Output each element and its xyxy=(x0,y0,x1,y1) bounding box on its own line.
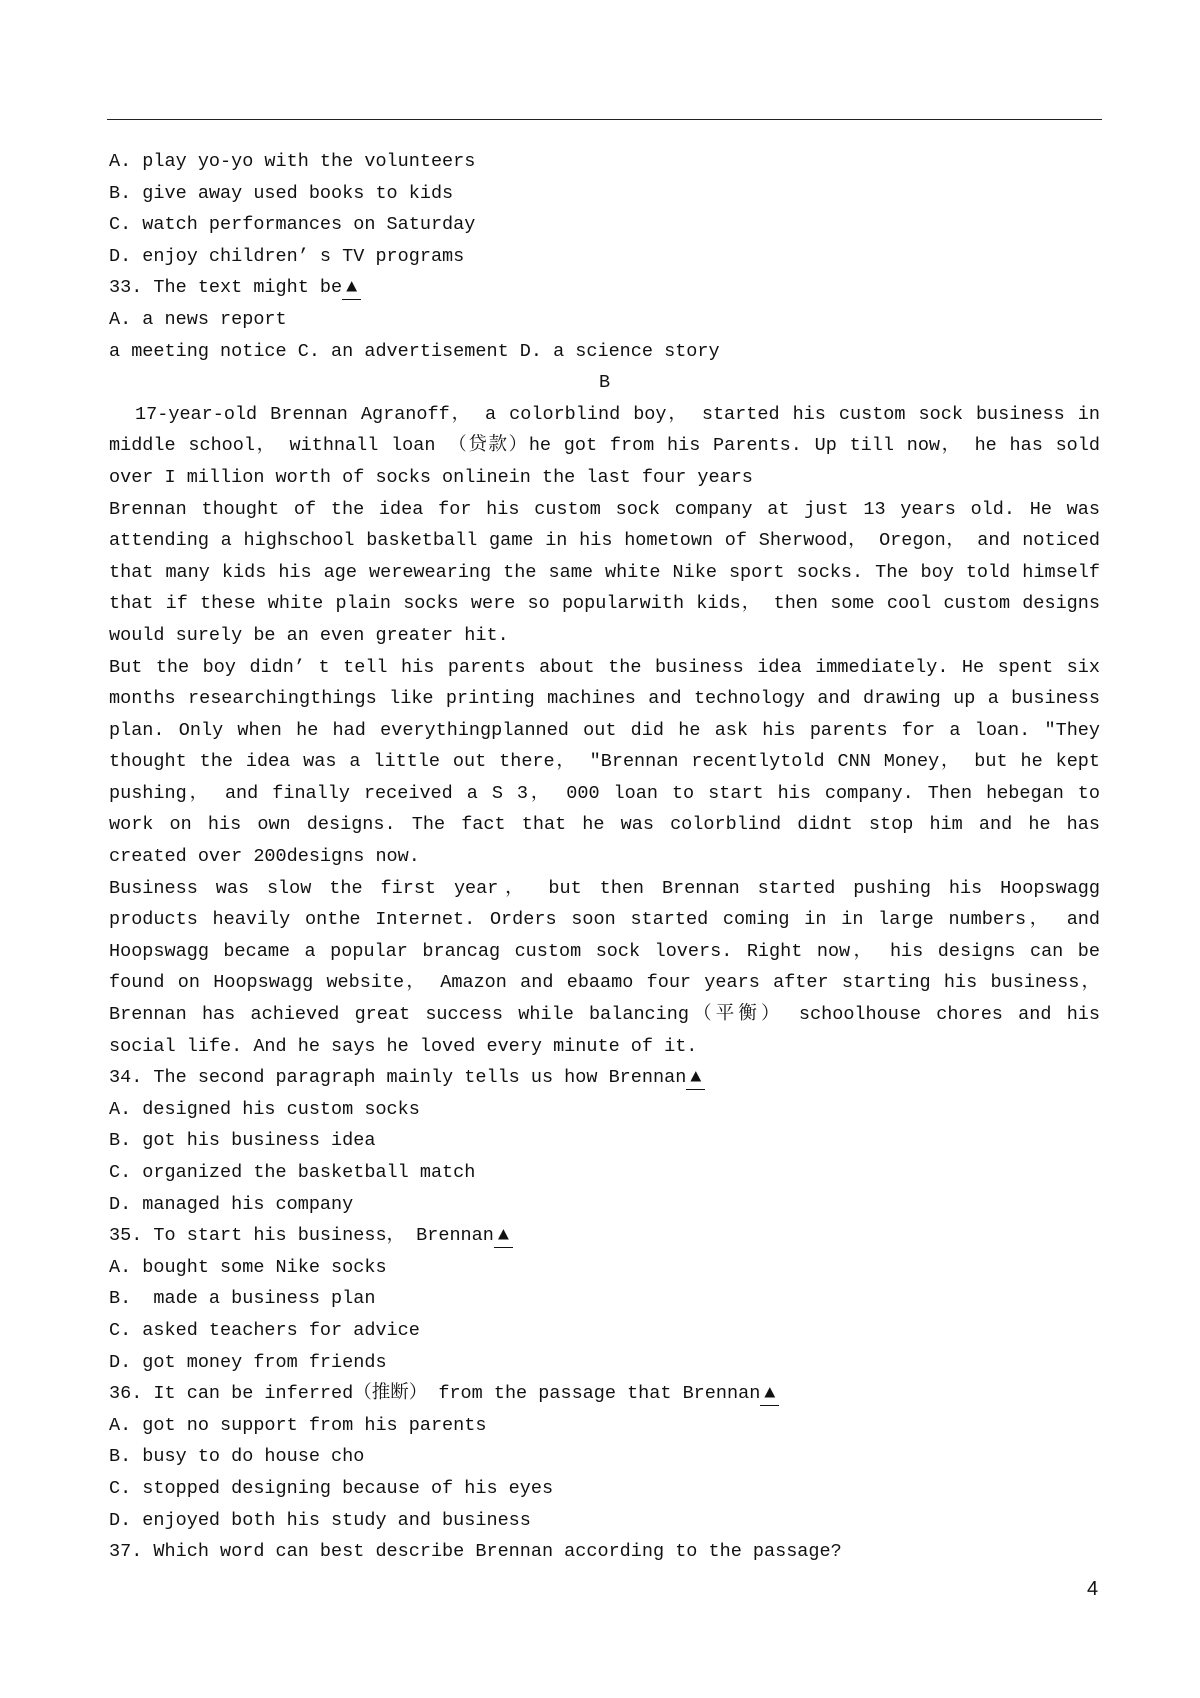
passage-paragraph: But the boy didn’ t tell his parents about the business idea immediately. He spent six months researchingthings like printing machines and technology and drawing up a business plan. Only when he had everythingplanned out did he ask his parents for a loan. "They thought the idea was a little out there， "Brennan recentlytold CNN Money， but he kept pushing， and finally received a S 3， 000 loan to start his company. Then hebegan to work on his own designs. The fact that he was colorblind didnt stop him and he has created over 200designs now. xyxy=(109,656,1100,868)
page-content xyxy=(109,146,1112,1568)
answer-blank: ▲ xyxy=(686,1068,705,1089)
passage-paragraph: Business was slow the first year， but then Brennan started pushing his Hoopswagg products heavily onthe Internet. Orders soon started coming in in large numbers， and Hoopswagg became a popular brancag custom sock lovers. Right now， his designs can be found on Hoopswagg website， Amazon and ebaamo four years after starting his business， Brennan has achieved great success while balancing（平衡） schoolhouse chores and his social life. And he says he loved every minute of it. xyxy=(109,877,1100,1057)
question-37: 37. Which word can best describe Brennan according to the passage? xyxy=(109,1541,842,1563)
page-number: 4 xyxy=(1087,1578,1099,1600)
passage-paragraph: Brennan thought of the idea for his custom sock company at just 13 years old. He was attending a highschool basketball game in his hometown of Sherwood， Oregon， and noticed that many kids his age werewearing the same white Nike sport socks. The boy told himself that if these white plain socks were so popularwith kids， then some cool custom designs would surely be an even greater hit. xyxy=(109,498,1100,646)
answer-blank: ▲ xyxy=(342,278,361,299)
q32-option: D. enjoy children’ s TV programs xyxy=(109,245,465,267)
q35-option: A. bought some Nike socks xyxy=(109,1256,387,1278)
question-33 xyxy=(109,272,1100,304)
q36-option: D. enjoyed both his study and business xyxy=(109,1509,531,1531)
q35-option: B. made a business plan xyxy=(109,1288,376,1310)
q33-option: A. a news report xyxy=(109,308,287,330)
section-heading: B xyxy=(598,372,611,394)
question-34 xyxy=(109,1062,1100,1094)
question-stem: 35. To start his business， Brennan xyxy=(109,1225,494,1247)
answer-blank: ▲ xyxy=(494,1226,513,1247)
question-stem: 34. The second paragraph mainly tells us how Brennan xyxy=(109,1067,687,1089)
answer-blank: ▲ xyxy=(760,1384,779,1405)
question-35 xyxy=(109,1220,1100,1252)
question-stem: 36. It can be inferred（推断） from the passage that Brennan xyxy=(109,1383,761,1405)
q32-option: A. play yo-yo with the volunteers xyxy=(109,151,476,172)
q36-option: C. stopped designing because of his eyes xyxy=(109,1477,554,1499)
q34-option: B. got his business idea xyxy=(109,1130,376,1152)
q34-option: C. organized the basketball match xyxy=(109,1162,476,1183)
q36-option: A. got no support from his parents xyxy=(109,1414,487,1436)
q32-option: C. watch performances on Saturday xyxy=(109,214,476,236)
q36-option: B. busy to do house cho xyxy=(109,1446,365,1468)
q32-option: B. give away used books to kids xyxy=(109,182,454,204)
passage-paragraph: 17-year-old Brennan Agranoff， a colorblind boy， started his custom sock business in middle school， withnall loan （贷款）he got from his Parents. Up till now， he has sold over I million worth of socks onlinein the last four years xyxy=(109,403,1112,488)
q34-option: A. designed his custom socks xyxy=(109,1098,420,1120)
q35-option: C. asked teachers for advice xyxy=(109,1319,420,1341)
q34-option: D. managed his company xyxy=(109,1193,354,1215)
question-36 xyxy=(109,1378,1100,1410)
q33-option: a meeting notice C. an advertisement D. a science story xyxy=(109,340,720,362)
question-stem: 33. The text might be xyxy=(109,277,343,299)
header-rule xyxy=(107,119,1102,120)
q35-option: D. got money from friends xyxy=(109,1351,387,1373)
